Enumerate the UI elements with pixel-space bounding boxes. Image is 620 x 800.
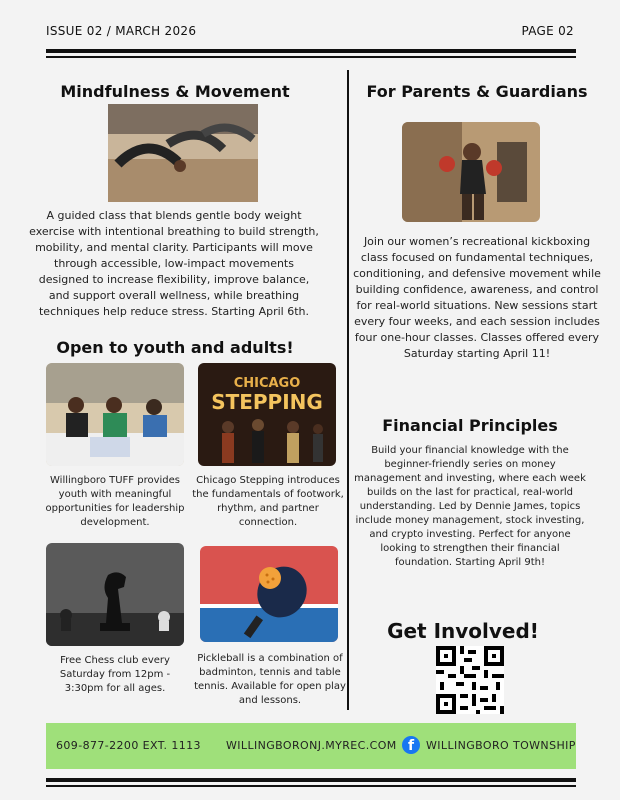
open-to-all-title: Open to youth and adults! — [56, 338, 294, 357]
facebook-icon[interactable]: f — [402, 736, 420, 754]
qr-code[interactable] — [436, 646, 504, 714]
footer-rule-thin — [46, 785, 576, 787]
yoga-photo — [108, 104, 258, 202]
pickleball-description: Pickleball is a combination of badminton, tennis and table tennis. Available for open play and lessons. — [194, 653, 346, 706]
page-number: PAGE 02 — [521, 24, 574, 38]
website-link[interactable]: WILLINGBORONJ.MYREC.COM — [226, 739, 397, 752]
parents-description: Join our women’s recreational kickboxing class focused on fundamental techniques, conditioning, and defensive movement while building confidence, awareness, and control for real-world situations. New sessions start every four weeks, and each session includes four one-hour classes. Classes offered every Saturday starting April 11! — [353, 235, 601, 360]
pickleball-photo — [200, 546, 338, 642]
stepping-image-text: STEPPING — [211, 390, 323, 414]
chicago-image-text: CHICAGO — [233, 376, 301, 391]
mindfulness-description: A guided class that blends gentle body weight exercise with intentional breathing to build strength, mobility, and mental clarity. Participants will move through accessible, low-impact movements designed to increase flexibility, improve balance, and support overall wellness, while breathing techniques help reduce stress. Starting April 6th. — [29, 209, 319, 318]
header-rule-thin — [46, 56, 576, 58]
facebook-link[interactable]: WILLINGBORO TOWNSHIP — [426, 739, 576, 752]
get-involved-title: Get Involved! — [387, 619, 539, 643]
mindfulness-title: Mindfulness & Movement — [60, 82, 290, 101]
chess-description: Free Chess club every Saturday from 12pm - 3:30pm for all ages. — [59, 655, 171, 694]
financial-title: Financial Principles — [382, 416, 558, 435]
parents-title: For Parents & Guardians — [366, 82, 588, 101]
column-divider — [347, 70, 349, 710]
chicago-stepping-photo — [198, 363, 336, 466]
header-rule-thick — [46, 49, 576, 53]
financial-description: Build your financial knowledge with the beginner-friendly series on money management and investing, where each week builds on the last for practical, real-world understanding. Led by Dennie James, topics include money management, stock investing, and crypto investing. Perfect for anyone looking to strengthen their financial foundation. Starting April 9th! — [354, 445, 586, 568]
issue-label: ISSUE 02 / MARCH 2026 — [46, 24, 197, 38]
chess-photo — [46, 543, 184, 646]
phone-number[interactable]: 609-877-2200 EXT. 1113 — [56, 739, 201, 752]
footer-rule-thick — [46, 778, 576, 782]
chicago-stepping-description: Chicago Stepping introduces the fundamentals of footwork, rhythm, and partner connection. — [192, 475, 344, 528]
tuff-description: Willingboro TUFF provides youth with meaningful opportunities for leadership development. — [45, 475, 185, 528]
kickboxing-photo — [402, 122, 540, 222]
contact-footer — [46, 723, 576, 769]
tuff-photo — [46, 363, 184, 466]
